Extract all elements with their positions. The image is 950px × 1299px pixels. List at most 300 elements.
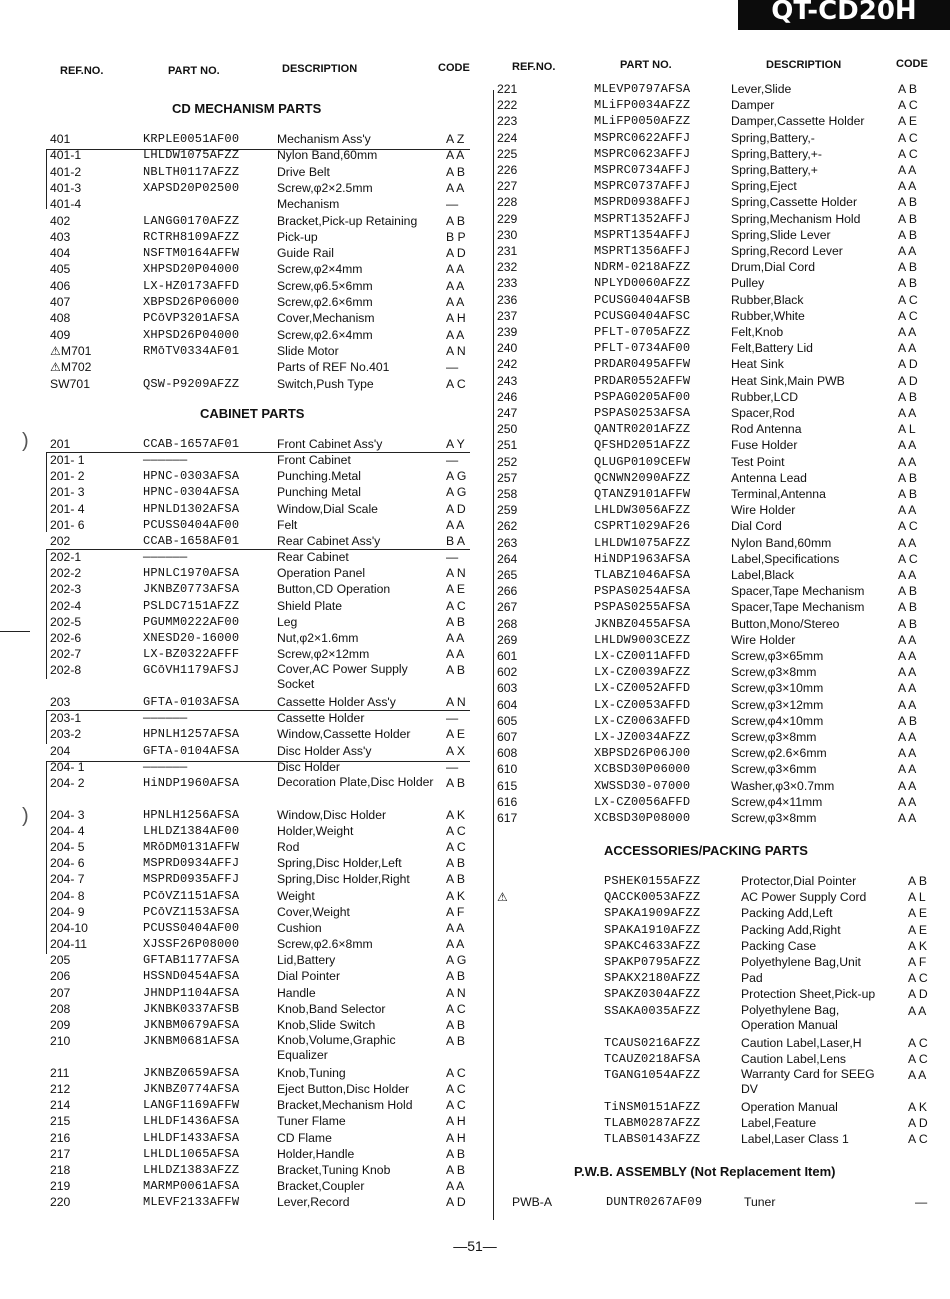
part-no: HiNDP1963AFSA [594,551,691,566]
description: Felt,Knob [731,325,784,339]
description: Drive Belt [277,164,330,179]
price-code: A C [446,1098,466,1113]
price-code: A A [898,649,917,663]
description: Packing Add,Right [741,922,841,937]
ref-no: 211 [50,1065,70,1080]
ref-no: 204- 2 [50,775,85,790]
ref-no: 227 [497,179,518,194]
ref-no: 602 [497,665,518,680]
price-code: A B [898,211,917,226]
part-no: PCōVZ1153AFSA [143,904,240,919]
description: Rear Cabinet [277,550,349,565]
price-code: A L [898,422,916,437]
part-no: HSSND0454AFSA [143,969,240,984]
ref-no: 207 [50,985,71,1000]
part-no: QLUGP0109CEFW [594,454,691,469]
ref-no: 229 [497,211,518,226]
description: Tuner Flame [277,1114,346,1129]
description: Rod [277,840,300,855]
part-no: SPAKA1910AFZZ [604,922,701,937]
price-code: A A [898,746,917,761]
part-no: TCAUZ0218AFSA [604,1051,701,1066]
part-no: LX-CZ0063AFFD [594,713,691,728]
price-code: A B [446,775,465,790]
price-code: A A [446,937,465,952]
price-code: A C [898,308,918,323]
part-no: MSPRC0622AFFJ [594,130,691,145]
part-no: PCUSS0404AF00 [143,517,240,532]
description: Rubber,LCD [731,389,799,404]
ref-no: 616 [497,794,518,809]
ref-no: 201- 3 [50,485,85,500]
part-no: RMōTV0334AF01 [143,343,240,358]
description: Screw,φ4×11mm [731,794,823,809]
ref-no: 608 [497,746,518,761]
ref-no: 242 [497,357,518,372]
price-code: A A [898,568,917,582]
price-code: A K [908,1100,927,1114]
part-no: NSFTM0164AFFW [143,246,240,261]
description: Lever,Slide [731,82,792,96]
part-no: XAPSD20P02500 [143,180,240,195]
description: Antenna Lead [731,470,807,485]
ref-no: 401 [50,132,71,146]
price-code: A B [898,82,917,96]
price-code: A E [446,582,465,597]
price-code: A C [898,98,918,113]
ref-no: 247 [497,406,518,420]
ref-no: 217 [50,1146,71,1161]
part-no: TLABM0287AFZZ [604,1116,701,1131]
price-code: — [446,197,459,212]
ref-no: 266 [497,584,518,599]
description: Nylon Band,60mm [731,535,832,550]
price-code: A B [446,856,465,871]
ref-no: 204-10 [50,920,88,935]
part-no: LX-BZ0322AFFF [143,646,240,661]
description: Washer,φ3×0.7mm [731,778,835,793]
price-code: A A [898,454,917,469]
part-no: JKNBM0681AFSA [143,1033,240,1048]
ref-no: 263 [497,535,518,550]
price-code: A N [446,566,466,581]
description: Protector,Dial Pointer [741,874,857,888]
price-code: A A [898,163,917,177]
row-separator [46,549,470,550]
description: Nylon Band,60mm [277,148,378,163]
description: Nut,φ2×1.6mm [277,630,359,645]
ref-no: 231 [497,244,518,258]
group-bracket [46,549,47,679]
price-code: A G [446,469,467,484]
ref-no: 240 [497,341,518,356]
price-code: B P [446,229,466,244]
description: Pulley [731,276,765,291]
ref-no: 202-4 [50,598,82,613]
description: Caution Label,Laser,H [741,1035,862,1050]
part-no: NPLYD0060AFZZ [594,276,691,291]
ref-no: 214 [50,1098,71,1113]
description: Spacer,Tape Mechanism [731,584,865,599]
part-no: MSPRT1356AFFJ [594,244,691,258]
part-no: QSW-P9209AFZZ [143,376,240,391]
ref-no: 204- 7 [50,872,85,887]
ref-no: 221 [497,82,518,96]
description: Screw,φ3×10mm [731,681,824,696]
part-no: MSPRD0938AFFJ [594,195,691,210]
part-no: PCUSS0404AF00 [143,920,240,935]
ref-no: 220 [50,1195,71,1210]
description: Window,Dial Scale [277,501,378,516]
description: Polyethylene Bag, Operation Manual [741,1002,840,1032]
ref-no: 209 [50,1017,71,1032]
part-no: HPNLD1302AFSA [143,501,240,516]
description: Tuner [744,1195,776,1209]
part-no: MSPRC0623AFFJ [594,146,691,161]
price-code: A N [446,985,466,1000]
header-desc-left: DESCRIPTION [282,63,358,75]
ref-no: PWB-A [512,1195,552,1209]
description: Bracket,Tuning Knob [277,1162,391,1177]
description: Leg [277,614,298,629]
description: Label,Feature [741,1116,817,1131]
price-code: A G [446,485,467,500]
description: Front Cabinet [277,453,351,468]
price-code: — [446,360,459,375]
description: CD Flame [277,1130,332,1145]
description: Heat Sink,Main PWB [731,373,845,388]
price-code: A C [908,971,928,986]
description: Screw,φ4×10mm [731,713,824,728]
part-no: PFLT-0734AF00 [594,341,691,356]
price-code: A D [898,357,918,372]
ref-no: 202 [50,533,71,548]
price-code: A A [446,327,465,342]
description: Screw,φ2×2.5mm [277,180,373,195]
ref-no: 206 [50,969,71,984]
description: Screw,φ2×12mm [277,646,370,661]
part-no: JKNBZ0659AFSA [143,1065,240,1080]
part-no: DUNTR0267AF09 [606,1195,703,1209]
price-code: A A [908,1003,927,1018]
description: Knob,Volume,Graphic Equalizer [277,1032,396,1062]
part-no: TGANG1054AFZZ [604,1068,701,1082]
price-code: A L [908,890,926,905]
ref-no: 251 [497,438,518,453]
price-code: B A [446,533,465,548]
description: Lever,Record [277,1195,350,1210]
part-no: MSPRD0934AFFJ [143,856,240,871]
ref-no: 230 [497,227,518,242]
part-no: PCUSG0404AFSC [594,308,691,323]
ref-no: 201- 4 [50,501,85,516]
ref-no: SW701 [50,376,90,391]
price-code: A C [898,146,918,161]
description: Wire Holder [731,632,796,647]
part-no: MSPRC0734AFFJ [594,163,691,177]
ref-no: 205 [50,953,71,968]
price-code: A A [898,179,917,194]
ref-no: 204-11 [50,937,88,952]
ref-no: 203 [50,695,71,710]
price-code: A C [908,1035,928,1050]
part-no: SSAKA0035AFZZ [604,1003,701,1018]
price-code: A C [446,1082,466,1097]
ref-no: 204- 3 [50,807,85,822]
price-code: A B [446,213,465,228]
part-no: QACCK0053AFZZ [604,890,701,905]
part-no: PCUSG0404AFSB [594,292,691,307]
price-code: A D [898,373,918,388]
part-no: QCNWN2090AFZZ [594,470,691,485]
part-no: CCAB-1658AF01 [143,533,240,548]
price-code: A A [898,535,917,550]
ref-no: 610 [497,762,518,777]
part-no: JKNBZ0774AFSA [143,1082,240,1097]
part-no: LHLDW1075AFZZ [594,535,691,550]
part-no: GFTAB1177AFSA [143,953,240,968]
description: Screw,φ3×8mm [731,811,817,825]
price-code: A B [446,872,465,887]
part-no: LHLDW3056AFZZ [594,503,691,518]
description: Screw,φ2×4mm [277,262,363,277]
punch-mark [0,631,30,632]
ref-no: 201- 1 [50,453,85,468]
part-no: PRDAR0552AFFW [594,373,691,388]
price-code: A D [446,246,466,261]
description: Eject Button,Disc Holder [277,1082,410,1097]
price-code: A B [898,713,917,728]
ref-no: 202-3 [50,582,82,597]
description: Label,Specifications [731,551,840,566]
description: Spring,Battery,+ [731,163,818,177]
description: Knob,Slide Switch [277,1017,376,1032]
ref-no: 252 [497,454,518,469]
ref-no: 237 [497,308,518,323]
ref-no: 212 [50,1082,71,1097]
price-code: A H [446,1114,466,1129]
price-code: A G [446,953,467,968]
description: Cover,Mechanism [277,311,375,326]
description: Screw,φ6.5×6mm [277,278,373,293]
ref-no: ⚠ [497,890,508,905]
part-no: LHLDZ1384AF00 [143,824,240,838]
ref-no: 224 [497,130,518,145]
price-code: A A [446,1179,465,1193]
part-no: —————— [143,453,188,468]
ref-no: 216 [50,1130,71,1145]
part-no: SPAKA1909AFZZ [604,906,701,921]
description: Bracket,Mechanism Hold [277,1098,413,1113]
ref-no: 223 [497,114,518,129]
description: Spring,Mechanism Hold [731,211,861,226]
description: Spring,Eject [731,179,797,194]
part-no: NDRM-0218AFZZ [594,260,691,275]
description: Screw,φ3×8mm [731,665,817,680]
price-code: A B [446,1146,465,1161]
price-code: A H [446,1130,466,1145]
part-no: KRPLE0051AF00 [143,132,240,146]
price-code: A B [446,969,465,984]
ref-no: 215 [50,1114,71,1129]
part-no: JKNBK0337AFSB [143,1001,240,1016]
price-code: A A [898,730,917,744]
part-no: —————— [143,550,188,565]
ref-no: 605 [497,713,518,728]
description: Spring,Slide Lever [731,227,831,242]
ref-no: ⚠M702 [50,360,92,375]
ref-no: 401-4 [50,197,82,212]
price-code: A A [908,1068,927,1082]
ref-no: 401-3 [50,180,82,195]
ref-no: ⚠M701 [50,343,92,358]
part-no: JKNBM0679AFSA [143,1017,240,1032]
description: Screw,φ2.6×4mm [277,327,373,342]
price-code: — [446,453,459,468]
price-code: A A [898,762,917,777]
price-code: A N [446,695,466,710]
part-no: XWSSD30-07000 [594,778,691,793]
description: Cassette Holder [277,711,365,726]
row-separator [46,710,470,711]
header-part-left: PART NO. [168,65,220,77]
part-no: TCAUS0216AFZZ [604,1035,701,1050]
description: Test Point [731,454,785,469]
description: Damper,Cassette Holder [731,114,865,129]
ref-no: 404 [50,246,71,261]
ref-no: 258 [497,487,518,501]
price-code: A X [446,743,465,758]
description: Holder,Weight [277,824,354,838]
price-code: A A [898,438,917,453]
description: Window,Disc Holder [277,807,387,822]
header-part-right: PART NO. [620,59,672,71]
part-no: QANTR0201AFZZ [594,422,691,437]
price-code: A A [446,646,465,661]
description: Spring,Record Lever [731,244,843,258]
price-code: A C [446,376,466,391]
description: Punching.Metal [277,469,362,484]
description: Rear Cabinet Ass'y [277,533,381,548]
price-code: A A [898,341,917,356]
ref-no: 246 [497,389,518,404]
price-code: A A [446,630,465,645]
part-no: QTANZ9101AFFW [594,487,691,501]
part-no: TLABS0143AFZZ [604,1132,701,1147]
price-code: A A [898,794,917,809]
price-code: A B [898,616,917,631]
description: Holder,Handle [277,1146,355,1161]
description: Operation Manual [741,1100,838,1114]
row-separator [46,761,470,762]
section-cd-mechanism: CD MECHANISM PARTS [172,101,322,116]
part-no: LANGG0170AFZZ [143,213,240,228]
description: Fuse Holder [731,438,798,453]
description: Cover,AC Power Supply Socket [277,662,408,692]
description: Warranty Card for SEEG DV [741,1067,875,1096]
price-code: A A [898,406,917,420]
part-no: SPAKX2180AFZZ [604,971,701,986]
description: Disc Holder Ass'y [277,743,372,758]
part-no: GCōVH1179AFSJ [143,663,240,678]
part-no: LHLDZ1383AFZZ [143,1162,240,1177]
description: Spring,Disc Holder,Left [277,856,402,871]
price-code: A A [898,325,917,339]
ref-no: 408 [50,311,71,326]
part-no: XBPSD26P06000 [143,295,240,309]
ref-no: 264 [497,551,518,566]
description: Handle [277,985,316,1000]
price-code: A C [898,551,918,566]
description: Knob,Tuning [277,1065,346,1080]
part-no: SPAKC4633AFZZ [604,938,701,953]
ref-no: 232 [497,260,518,275]
description: Polyethylene Bag,Unit [741,955,861,969]
group-bracket [46,710,47,744]
price-code: A A [898,811,917,825]
ref-no: 203-1 [50,711,82,726]
header-ref-right: REF.NO. [512,61,556,73]
description: Caution Label,Lens [741,1051,847,1066]
ref-no: 202-6 [50,630,82,645]
description: Pad [741,971,763,986]
price-code: A A [446,278,465,293]
part-no: XJSSF26P08000 [143,937,240,952]
description: Dial Pointer [277,969,340,984]
ref-no: 208 [50,1001,71,1016]
price-code: A A [446,920,465,935]
ref-no: 243 [497,373,518,388]
part-no: PRDAR0495AFFW [594,357,691,372]
ref-no: 204 [50,743,71,758]
part-no: PCōVZ1151AFSA [143,888,240,903]
part-no: HPNLH1257AFSA [143,727,240,742]
price-code: A A [898,697,917,712]
part-no: CCAB-1657AF01 [143,437,240,451]
description: Packing Add,Left [741,906,833,921]
ref-no: 268 [497,616,518,631]
price-code: A F [908,955,927,969]
part-no: XBPSD26P06J00 [594,746,691,761]
price-code: A B [446,663,465,678]
ref-no: 403 [50,229,71,244]
price-code: A B [446,164,465,179]
description: Spring,Battery,+- [731,146,822,161]
description: Rod Antenna [731,422,802,437]
part-no: LHLDF1433AFSA [143,1130,240,1145]
part-no: XCBSD30P08000 [594,811,691,825]
ref-no: 218 [50,1162,71,1177]
part-no: RCTRH8109AFZZ [143,229,240,244]
part-no: JKNBZ0455AFSA [594,616,691,631]
price-code: A E [908,922,927,937]
section-cabinet: CABINET PARTS [200,406,305,421]
description: Spring,Cassette Holder [731,195,857,210]
description: Button,CD Operation [277,582,391,597]
price-code: A B [898,389,917,404]
part-no: LHLDL1065AFSA [143,1146,240,1161]
price-code: A D [446,1195,466,1210]
price-code: A Y [446,437,465,451]
part-no: HPNC-0304AFSA [143,485,240,500]
price-code: A B [446,1017,465,1032]
group-bracket [46,149,47,209]
part-no: MLiFP0034AFZZ [594,98,691,113]
price-code: A N [446,343,466,358]
part-no: PSPAS0253AFSA [594,406,691,420]
part-no: XCBSD30P06000 [594,762,691,777]
description: Cushion [277,920,322,935]
